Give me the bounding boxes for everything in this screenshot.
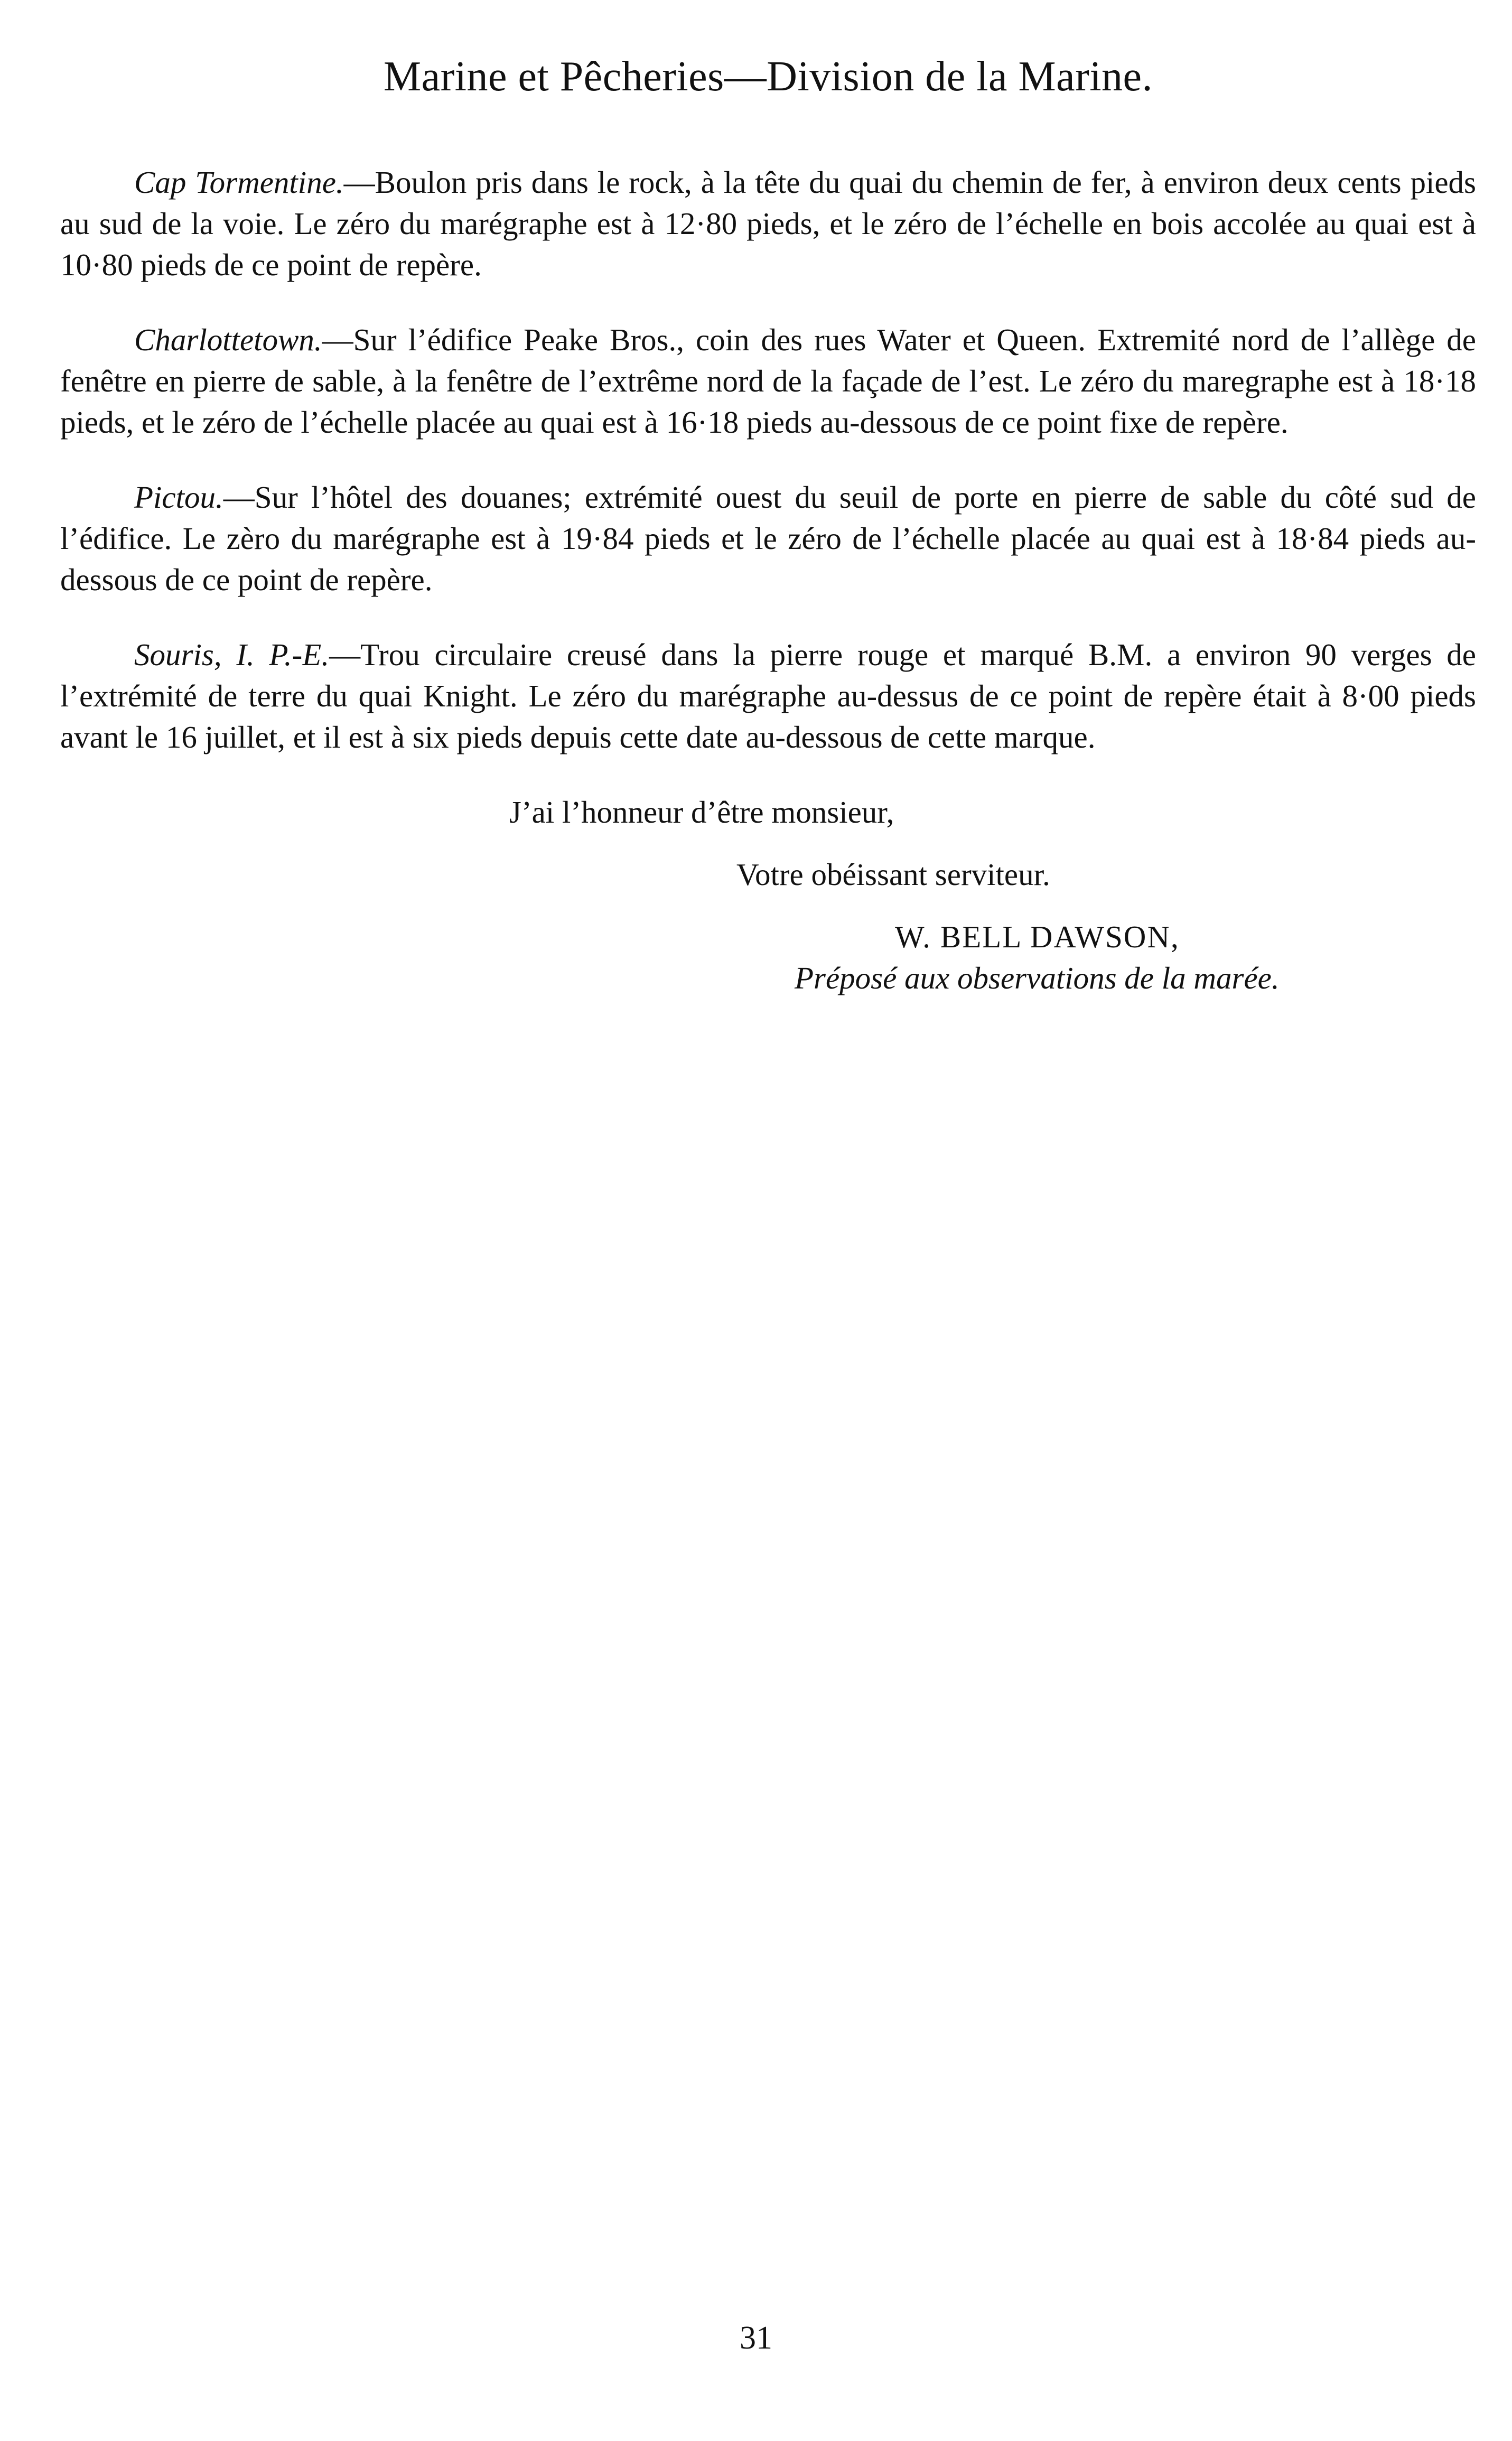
entry-text: —Boulon pris dans le rock, à la tête du quai du chemin de fer, à environ deux cents pieds au sud de la voie. Le zéro du marégraphe est à 12·80 pieds, et le zéro de l’échelle en bois accolée au quai est à 10·80 pieds de ce point de repère. xyxy=(60,165,1477,282)
entry-place: Cap Tormentine. xyxy=(134,165,344,200)
entry-charlottetown xyxy=(60,319,1476,443)
letter-closing xyxy=(60,791,1476,999)
entry-pictou xyxy=(60,477,1476,600)
entry-cap-tormentine xyxy=(60,162,1476,285)
entry-text: —Trou circulaire creusé dans la pierre rouge et marqué B.M. a environ 90 verges de l’extrémité de terre du quai Knight. Le zéro du marégraphe au-dessus de ce point de repère était à 8·00 pieds avant le 16 juillet, et il est à six pieds depuis cette date au-dessous de cette marque. xyxy=(60,637,1476,754)
entry-place: Souris, I. P.-E. xyxy=(134,637,330,672)
page-number: 31 xyxy=(740,2320,772,2356)
entry-text: —Sur l’hôtel des douanes; extrémité ouest du seuil de porte en pierre de sable du côté sud de l’édifice. Le zèro du marégraphe est à 19·84 pieds et le zéro de l’échelle placée au quai est à 18·84 pieds au-dessous de ce point de repère. xyxy=(60,480,1476,597)
closing-salutation: J’ai l’honneur d’être monsieur, xyxy=(509,795,894,830)
running-title: Marine et Pêcheries—Division de la Marine. xyxy=(383,53,1153,100)
entry-place: Charlottetown. xyxy=(134,322,322,357)
signature-role: Préposé aux observations de la marée. xyxy=(795,961,1280,995)
entry-souris xyxy=(60,634,1476,758)
document-page xyxy=(60,53,1476,1020)
entry-text: —Sur l’édifice Peake Bros., coin des rues Water et Queen. Extremité nord de l’allège de fenêtre en pierre de sable, à la fenêtre de l’extrême nord de la façade de l’est. Le zéro du maregraphe est à 18·18 pieds, et le zéro de l’échelle placée au quai est à 16·18 pieds au-dessous de ce point fixe de repère. xyxy=(60,322,1476,440)
closing-valediction: Votre obéissant serviteur. xyxy=(736,857,1050,892)
signature-name: W. BELL DAWSON, xyxy=(895,919,1180,954)
entry-place: Pictou. xyxy=(134,480,223,515)
